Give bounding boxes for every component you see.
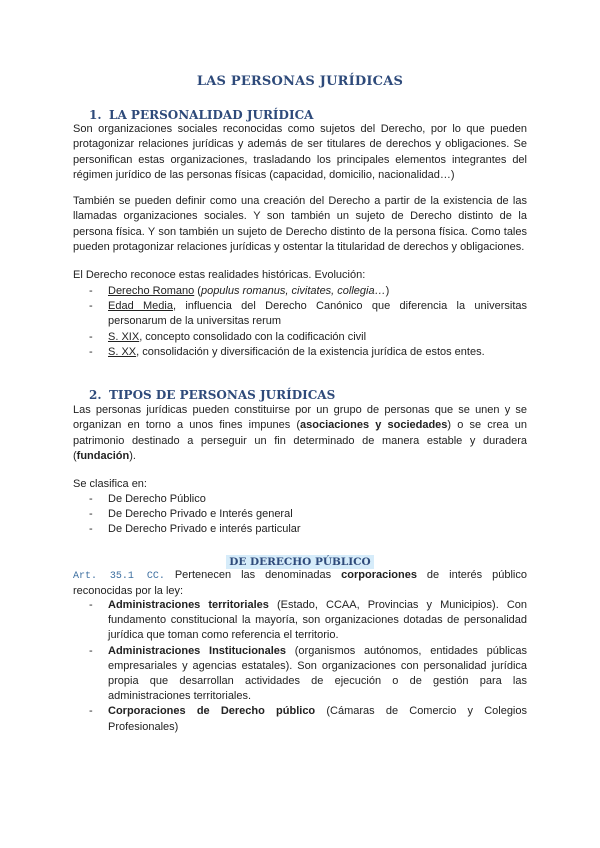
section-2-paragraph-2: Se clasifica en: <box>73 478 147 490</box>
section-1-paragraph-2: También se pueden definir como una creación del Derecho a partir de la existencia de las llamadas organizaciones sociales. Y son también un sujeto de Derecho distinto de la persona física. Y son también un sujeto de Derecho distinto de la persona física. Como tales pueden protagonizar relaciones jurídicas y ostentar la titularidad de derechos y obligaciones. <box>73 195 527 253</box>
publico-item: - Administraciones Institucionales (organismos autónomos, entidades públicas empresariales y agencias estatales). Son organizaciones con personalidad jurídica propia que desarrollan actividades de ejecución o de gestión para las administraciones territoriales. <box>89 644 528 703</box>
evolution-term: Edad Media <box>108 300 173 313</box>
type-item: - De Derecho Privado e interés particular <box>89 523 301 536</box>
section-1-paragraph-3: El Derecho reconoce estas realidades históricas. Evolución: <box>73 269 366 281</box>
type-item: - De Derecho Privado e Interés general <box>89 508 293 521</box>
section-2-heading <box>89 388 335 402</box>
section-2-title: TIPOS DE PERSONAS JURÍDICAS <box>109 388 336 402</box>
section-1-title: LA PERSONALIDAD JURÍDICA <box>109 108 314 122</box>
evolution-term: Derecho Romano <box>108 285 195 297</box>
evolution-term: S. XX <box>108 345 137 358</box>
evolution-item: - Edad Media, influencia del Derecho Canónico que diferencia la universitas personarum de la universitas rerum <box>89 300 527 328</box>
page-title: LAS PERSONAS JURÍDICAS <box>196 74 404 89</box>
article-reference: Art. 35.1 CC. <box>73 571 165 582</box>
publico-item: - Corporaciones de Derecho público (Cámaras de Comercio y Colegios Profesionales) <box>89 705 527 733</box>
publico-intro: Art. 35.1 CC. Pertenecen las denominadas corporaciones de interés público reconocidas por la ley: <box>73 569 527 598</box>
publico-heading: DE DERECHO PÚBLICO <box>0 552 600 570</box>
type-item: - De Derecho Público <box>89 493 206 505</box>
publico-list <box>73 598 527 735</box>
publico-item: - Administraciones territoriales (Estado, CCAA, Provincias y Municipios). Con fundamento constitucional la mayoría, son organizaciones dotadas de personalidad jurídica que toman como referencia el territorio. <box>89 599 527 642</box>
section-1-number: 1. <box>89 108 102 122</box>
evolution-list <box>73 284 527 360</box>
section-1-heading <box>89 108 313 122</box>
evolution-term: S. XIX <box>108 330 140 343</box>
section-2-paragraph-1: Las personas jurídicas pueden constituirse por un grupo de personas que se unen y se organizan en torno a unos fines impunes (asociaciones y sociedades) o se crea un patrimonio destinado a perseguir un fin determinado de manera estable y duradera (fundación). <box>73 404 527 462</box>
types-list <box>73 492 527 538</box>
evolution-item: - S. XIX, concepto consolidado con la codificación civil <box>89 330 367 343</box>
evolution-item: - S. XX, consolidación y diversificación de la existencia jurídica de estos entes. <box>89 345 485 358</box>
section-2-number: 2. <box>89 388 102 402</box>
section-1-paragraph-1: Son organizaciones sociales reconocidas como sujetos del Derecho, por lo que pueden protagonizar relaciones jurídicas y además de ser titulares de derechos y obligaciones. Se personifican estas organizaciones, trasladando los principales elementos integrantes del régimen jurídico de las personas físicas (capacidad, domicilio, nacionalidad…) <box>73 123 527 181</box>
evolution-item: - Derecho Romano (populus romanus, civitates, collegia…) <box>89 285 390 297</box>
